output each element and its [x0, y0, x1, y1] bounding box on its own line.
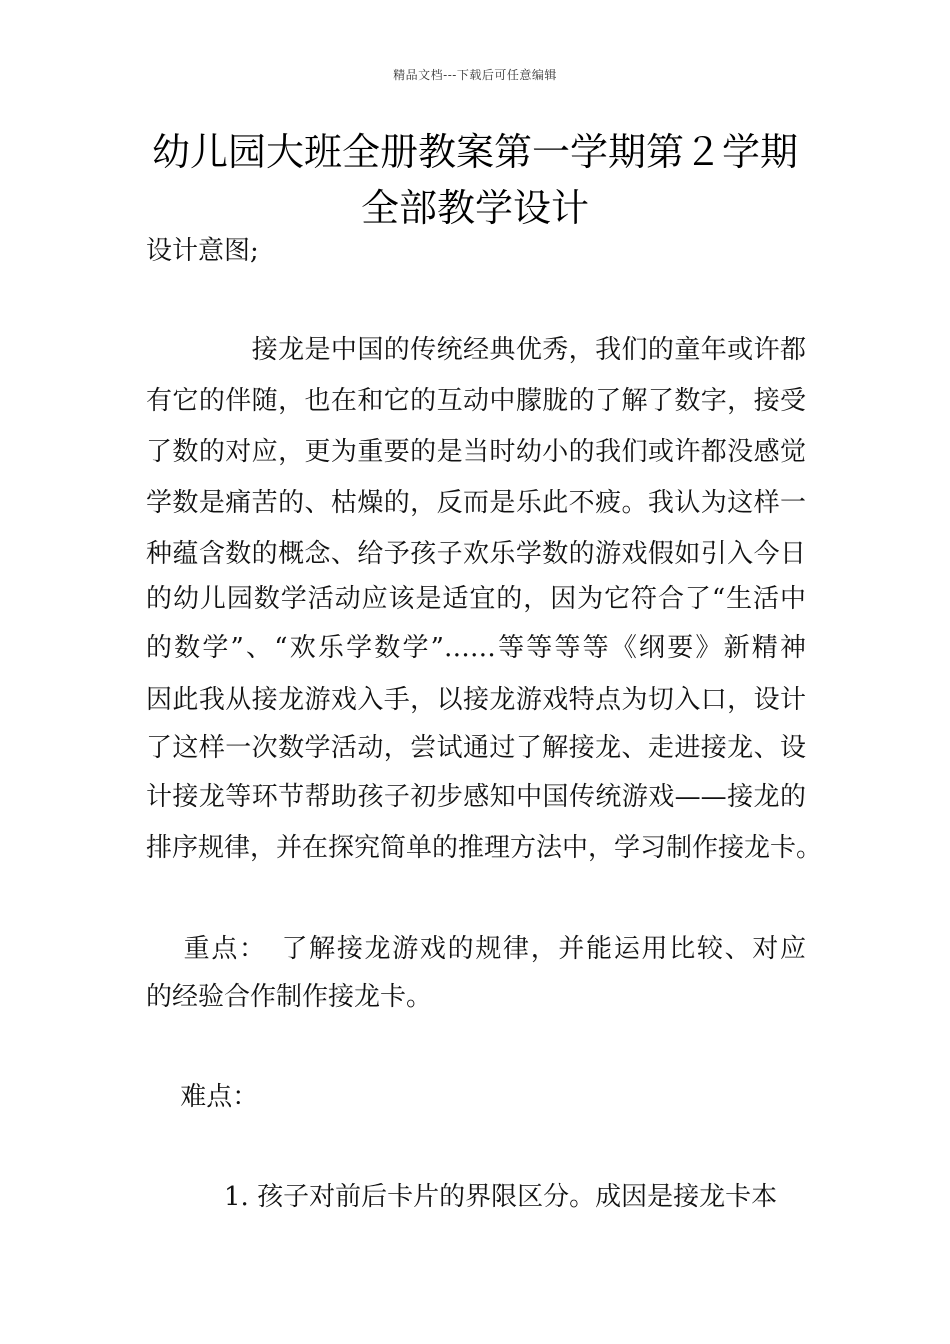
paragraph-line: 因此我从接龙游戏入手，以接龙游戏特点为切入口，设计: [146, 685, 806, 715]
title-line-2: 全部教学设计: [360, 186, 589, 230]
paragraph-line: 排序规律，并在探究简单的推理方法中，学习制作接龙卡。: [146, 833, 823, 863]
key-point-line: 重点： 了解接龙游戏的规律，并能运用比较、对应: [146, 934, 806, 964]
key-point-line: 的经验合作制作接龙卡。: [146, 982, 433, 1012]
header-note: 精品文档---下载后可任意编辑: [393, 68, 557, 82]
paragraph-line: 了这样一次数学活动，尝试通过了解接龙、走进接龙、设: [146, 733, 806, 763]
document-title: [120, 124, 830, 236]
paragraph-line: 有它的伴随，也在和它的互动中朦胧的了解了数字，接受: [146, 386, 806, 416]
title-line-1: 幼儿园大班全册教案第一学期第２学期: [151, 130, 798, 174]
paragraph-line: 计接龙等环节帮助孩子初步感知中国传统游戏——接龙的: [146, 782, 806, 812]
paragraph-line: 的数学”、“欢乐学数学”……等等等等《纲要》新精神: [146, 633, 806, 663]
design-intent-label: 设计意图;: [146, 236, 259, 266]
difficulty-item: 1. 孩子对前后卡片的界限区分。成因是接龙卡本: [146, 1182, 778, 1212]
difficulty-label: 难点：: [146, 1082, 259, 1112]
paragraph-line: 接龙是中国的传统经典优秀，我们的童年或许都: [146, 335, 806, 365]
paragraph-line: 学数是痛苦的、枯燥的，反而是乐此不疲。我认为这样一: [146, 488, 806, 518]
paragraph-line: 种蕴含数的概念、给予孩子欢乐学数的游戏假如引入今日: [146, 539, 806, 569]
paragraph-line: 了数的对应，更为重要的是当时幼小的我们或许都没感觉: [146, 437, 806, 467]
paragraph-line: 的幼儿园数学活动应该是适宜的，因为它符合了“生活中: [146, 584, 806, 614]
